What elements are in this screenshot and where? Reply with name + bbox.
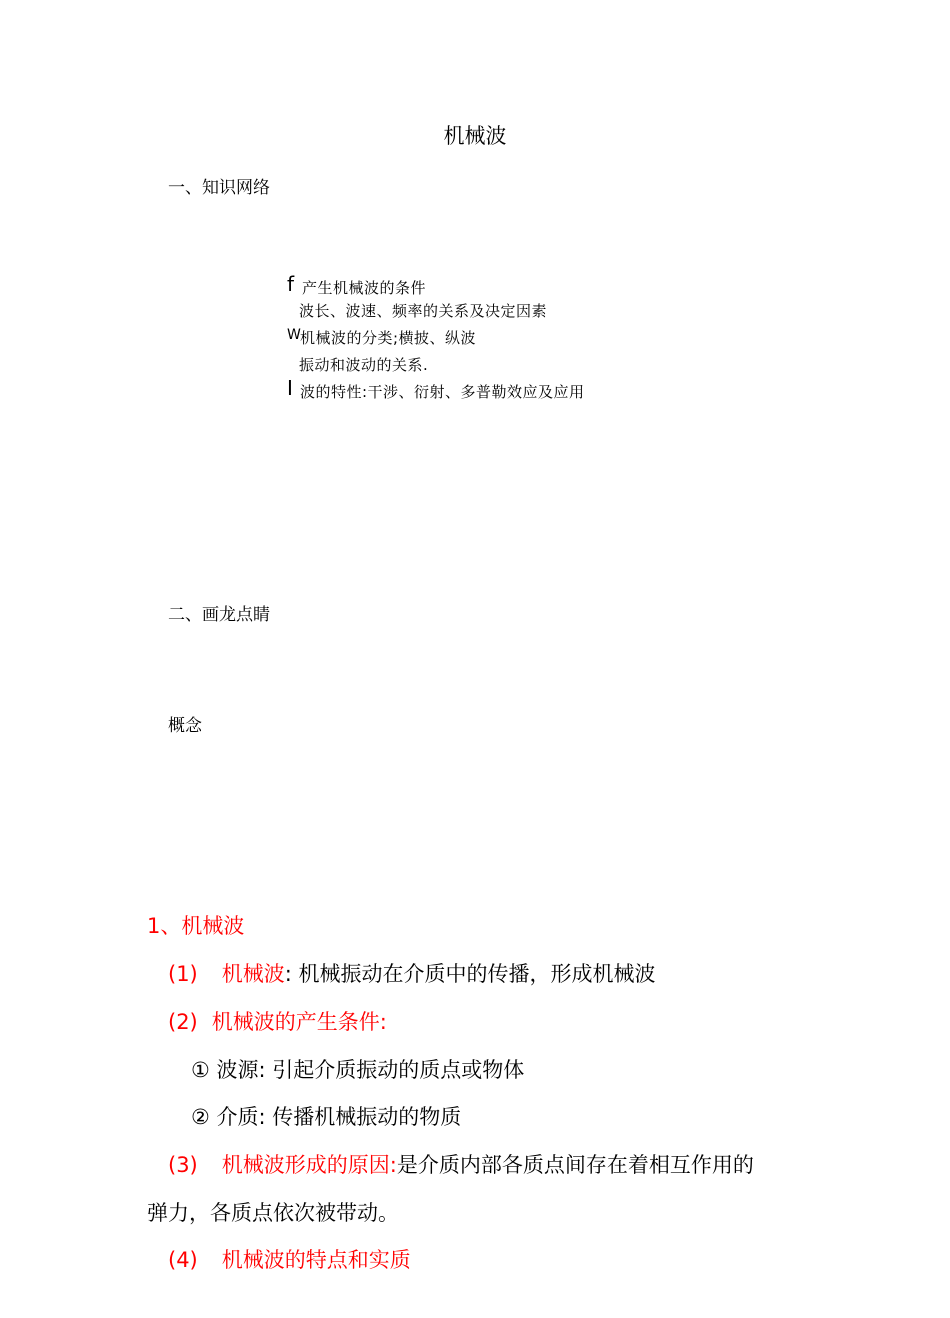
network-line-4: 振动和波动的关系. — [299, 356, 429, 374]
condition-wave-source: ① 波源: 引起介质振动的质点或物体 — [191, 1058, 525, 1082]
paragraph-2-label: 机械波的产生条件: — [211, 1010, 387, 1034]
section-heading-knowledge-network: 一、知识网络 — [168, 178, 270, 198]
paragraph-3-continuation: 弹力，各质点依次被带动。 — [147, 1201, 399, 1225]
paragraph-1-number: (1) — [168, 962, 198, 986]
paragraph-1-label: 机械波 — [221, 962, 285, 986]
paragraph-4 — [168, 1244, 411, 1274]
section-heading-key-points: 二、画龙点睛 — [168, 605, 270, 625]
network-line-3: 机械波的分类;横披、纵波 — [300, 329, 477, 347]
network-line-2: 波长、波速、频率的关系及决定因素 — [299, 302, 548, 320]
paragraph-3 — [168, 1149, 754, 1179]
page-title: 机械波 — [443, 124, 507, 148]
condition-medium: ② 介质: 传播机械振动的物质 — [191, 1105, 462, 1129]
paragraph-3-label: 机械波形成的原因: — [221, 1153, 397, 1177]
brace-mid-glyph: W — [287, 327, 302, 343]
paragraph-1-text: : 机械振动在介质中的传播，形成机械波 — [284, 962, 656, 986]
network-line-5: 波的特性:干涉、衍射、多普勒效应及应用 — [300, 383, 585, 401]
paragraph-4-label: 机械波的特点和实质 — [221, 1248, 411, 1272]
paragraph-4-number: (4) — [168, 1248, 198, 1272]
brace-top-glyph: f — [287, 272, 295, 296]
concept-heading: 概念 — [168, 716, 202, 736]
paragraph-2-number: (2) — [168, 1010, 198, 1034]
paragraph-3-text: 是介质内部各质点间存在着相互作用的 — [396, 1153, 754, 1177]
paragraph-3-number: (3) — [168, 1153, 198, 1177]
item-heading-mechanical-wave: 1、机械波 — [147, 914, 245, 938]
network-line-1: 产生机械波的条件 — [302, 279, 427, 297]
brace-bottom-glyph: I — [287, 376, 293, 400]
paragraph-2 — [168, 1006, 387, 1036]
paragraph-1 — [168, 958, 656, 988]
